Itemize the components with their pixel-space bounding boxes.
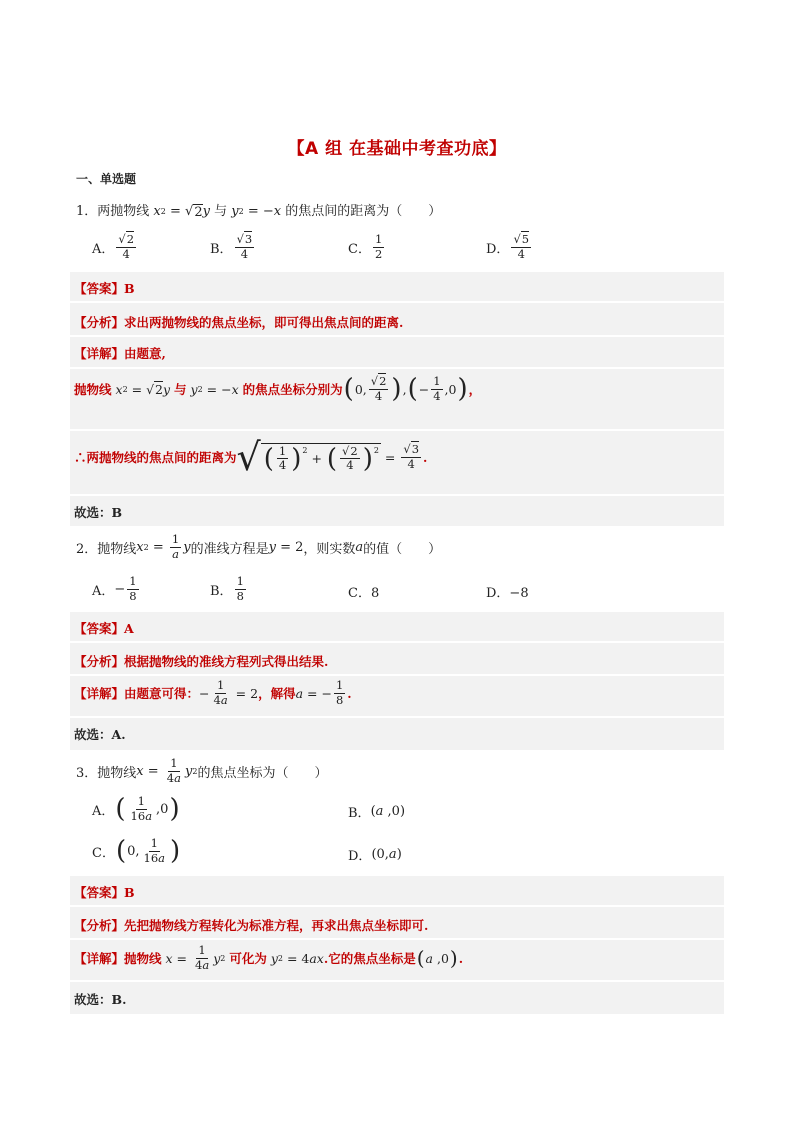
q3-option-d[interactable]: D． (0, a ) [348, 847, 402, 864]
q1-detail-line-2: ∴两抛物线的焦点间的距离为 √ ( $\frac{1}{4}$ ) $^2$ + ( $\frac{√2}{4}$ ) $^2$ = $\frac{√3}{4}$ . [74, 435, 428, 479]
q2-detail: 【详解】 由题意可得： − $\frac{1}{4a}$ = 2 ，解得 a = − $\frac{1}{8}$ . [74, 678, 352, 707]
q3-solution-box [70, 876, 724, 1014]
q3-eq: x = $\frac{1}{4a}$ y 2 [136, 756, 198, 785]
q2-solution-box [70, 612, 724, 750]
q1-option-a[interactable]: A． $\frac{√2}{4}$ [92, 232, 135, 261]
q2-analysis: 【分析】 根据抛物线的准线方程列式得出结果. [74, 654, 329, 669]
q2-option-d[interactable]: D．−8 [486, 586, 529, 601]
fraction: $\frac{1}{2}$ [374, 232, 383, 261]
section-heading: 一、单选题 [76, 172, 137, 186]
q2-option-c[interactable]: C．8 [348, 586, 380, 601]
q3-detail: 【详解】 抛物线 x = $\frac{1}{4a}$ y 2 可化为 y 2 = 4 ax .它的焦点坐标是 ( a ,0 ) . [74, 943, 464, 972]
q1-conclusion: 故选：B [74, 505, 123, 520]
q1-detail: 【详解】 由题意, [74, 346, 166, 361]
q3-option-a[interactable]: A． ( $\frac{1}{16a}$ ,0 ) [92, 794, 180, 824]
q2-answer: 【答案】 A [74, 620, 134, 636]
q3-option-b[interactable]: B． ( a ,0) [348, 804, 406, 821]
q1-stem: 1．两抛物线 [76, 204, 150, 219]
question-3: 3．抛物线 x = $\frac{1}{4a}$ y 2 的焦点坐标为（ ） [76, 756, 328, 785]
q1-analysis: 【分析】 求出两抛物线的焦点坐标，即可得出焦点间的距离. [74, 315, 404, 330]
q3-option-c[interactable]: C． ( 0, $\frac{1}{16a}$ ) [92, 836, 181, 866]
q1-solution-box [70, 272, 724, 526]
fraction: $\frac{√3}{4}$ [236, 232, 253, 261]
q2-option-a[interactable]: A． − $\frac{1}{8}$ [92, 574, 137, 603]
q1-option-d[interactable]: D． $\frac{√5}{4}$ [486, 232, 530, 261]
q1-tail: 的焦点间的距离为（ ） [285, 204, 442, 219]
q1-detail-line-1: 抛物线 x 2 = √ 2 y 与 y 2 = − x 的焦点坐标分别为 ( 0, $\frac{√2}{4}$ ) , ( − $\frac{1}{4}$ ,0 ) ， [74, 374, 482, 404]
q3-answer: 【答案】 B [74, 884, 135, 900]
q3-analysis: 【分析】 先把抛物线方程转化为标准方程，再求出焦点坐标即可. [74, 918, 429, 933]
q1-eq1: x 2 = √ 2 y [153, 204, 210, 220]
page-title: 【A 组 在基础中考查功底】 [287, 139, 507, 159]
q1-option-b[interactable]: B． $\frac{√3}{4}$ [210, 232, 253, 261]
question-1 [76, 200, 441, 220]
fraction: $\frac{√2}{4}$ [118, 232, 135, 261]
question-2: 2．抛物线 x 2 = $\frac{1}{a}$ y 的准线方程是 y = 2 ，则实数 a 的值（ ） [76, 532, 442, 561]
q1-option-c[interactable]: C． $\frac{1}{2}$ [348, 232, 383, 261]
q2-eq: x 2 = $\frac{1}{a}$ y [136, 532, 191, 561]
q1-mid: 与 [214, 204, 228, 219]
q3-conclusion: 故选：B. [74, 992, 127, 1007]
q2-option-b[interactable]: B． $\frac{1}{8}$ [210, 574, 244, 603]
q2-conclusion: 故选：A. [74, 727, 126, 742]
q1-answer: 【答案】 B [74, 280, 135, 296]
fraction: $\frac{√5}{4}$ [513, 232, 530, 261]
q1-eq2: y 2 = − x [231, 204, 282, 219]
